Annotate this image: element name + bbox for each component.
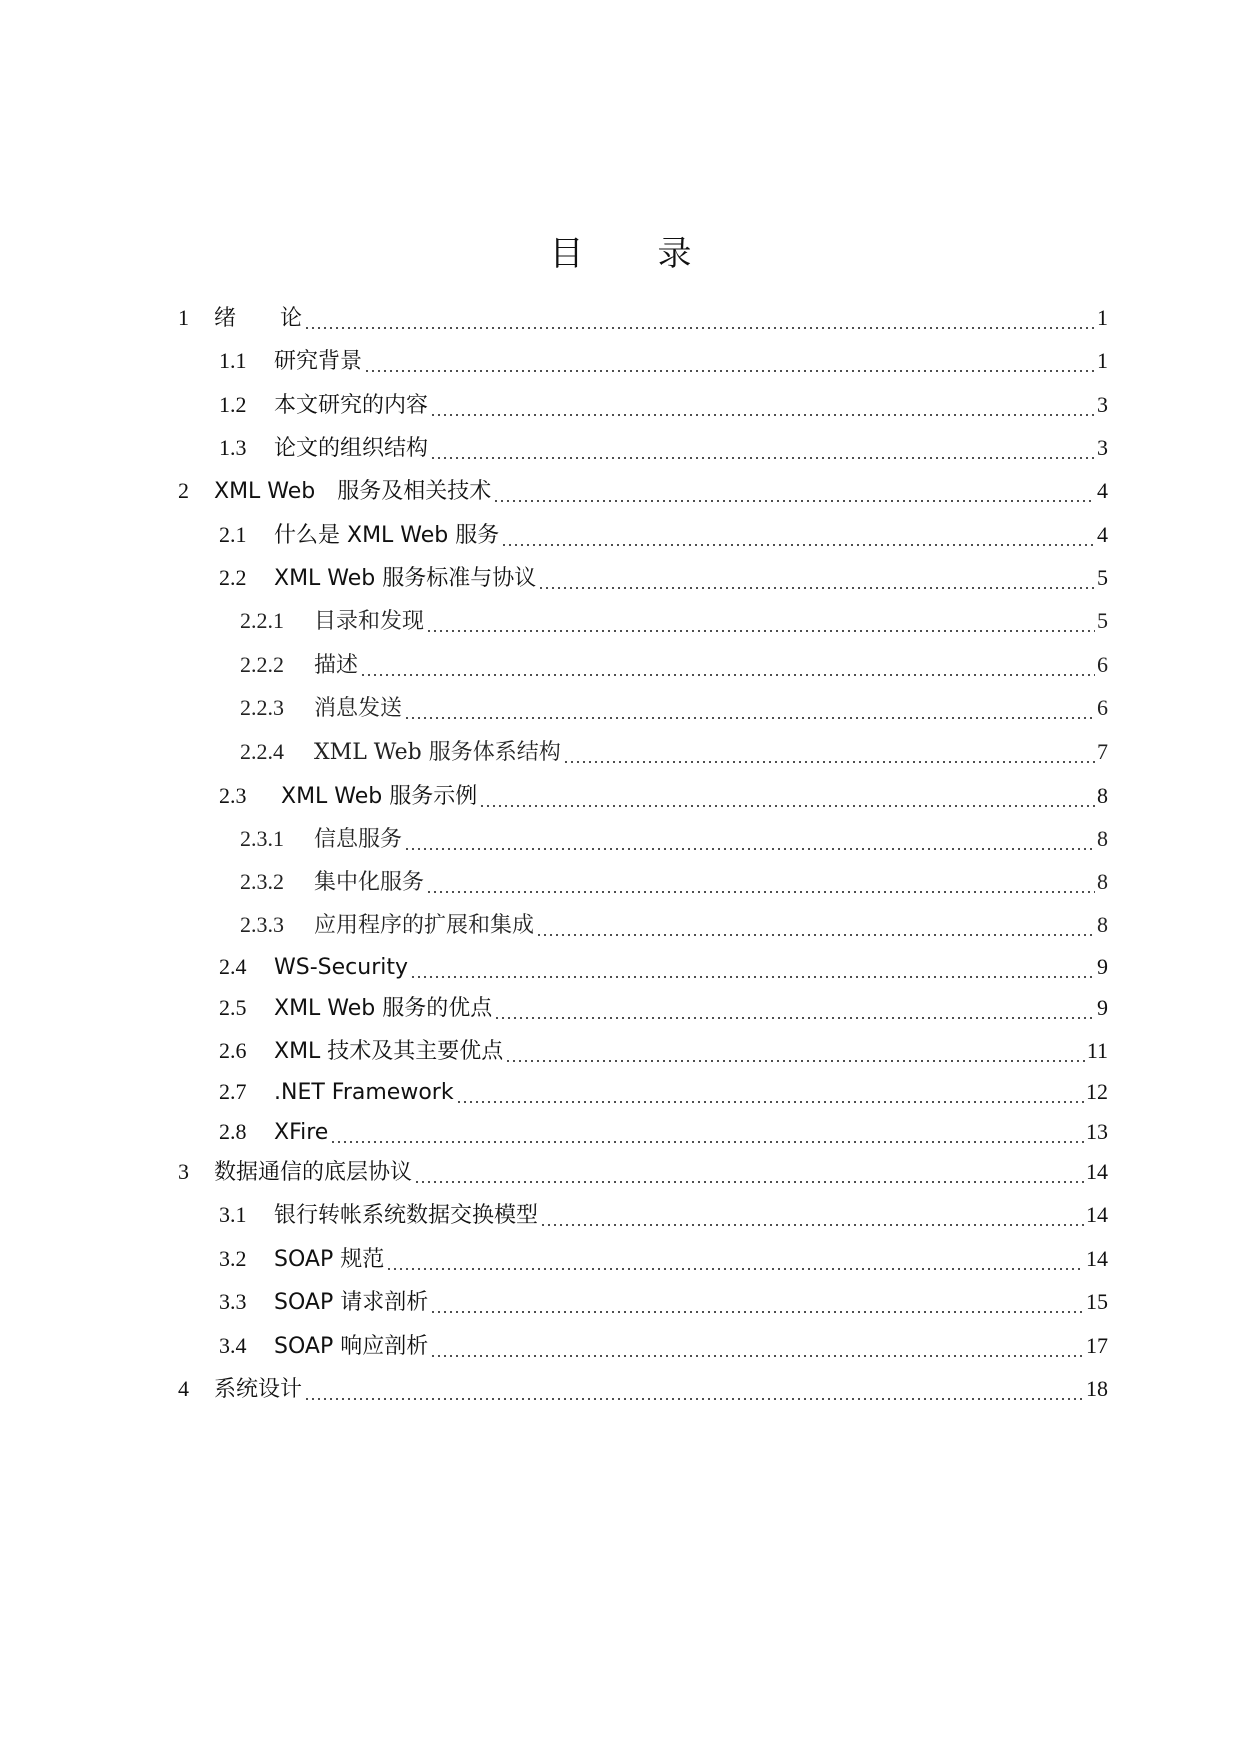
toc-entry-title: 研究背景 (274, 349, 363, 374)
dot-leader (540, 1224, 1084, 1226)
dot-leader (494, 1017, 1095, 1019)
toc-entry-number: 2.2.4 (240, 739, 284, 764)
dot-leader (536, 934, 1095, 936)
toc-entry[interactable] (178, 1157, 1108, 1187)
toc-entry[interactable] (219, 1200, 1108, 1230)
dot-leader (479, 805, 1095, 807)
page-title: 目 录 (549, 234, 712, 274)
toc-entry-number: 2.8 (219, 1119, 247, 1144)
toc-entry[interactable] (219, 346, 1108, 376)
toc-entry-number: 2.3.2 (240, 869, 284, 894)
toc-entry-page-number: 3 (1097, 392, 1108, 417)
dot-leader (430, 1355, 1084, 1357)
toc-entry-title: .NET Framework (274, 1080, 454, 1105)
toc-entry-title: XML Web 服务体系结构 (314, 740, 561, 765)
dot-leader (493, 500, 1095, 502)
toc-entry-number: 2.6 (219, 1038, 247, 1063)
dot-leader (426, 630, 1095, 632)
dot-leader (304, 327, 1095, 329)
toc-entry-page-number: 5 (1097, 565, 1108, 590)
toc-entry[interactable] (219, 390, 1108, 420)
dot-leader (360, 674, 1095, 676)
toc-entry-page-number: 6 (1097, 695, 1108, 720)
toc-entry[interactable] (219, 1331, 1108, 1361)
toc-entry-page-number: 8 (1097, 912, 1108, 937)
toc-entry-page-number: 18 (1086, 1376, 1108, 1401)
toc-entry-number: 2.5 (219, 995, 247, 1020)
toc-entry-page-number: 6 (1097, 652, 1108, 677)
toc-entry[interactable] (240, 867, 1108, 897)
toc-entry-title: 应用程序的扩展和集成 (314, 913, 535, 938)
dot-leader (456, 1101, 1084, 1103)
toc-entry-title: 本文研究的内容 (274, 393, 429, 418)
toc-entry-page-number: 12 (1086, 1079, 1108, 1104)
toc-entry-number: 2.1 (219, 522, 247, 547)
toc-entry[interactable] (240, 606, 1108, 636)
toc-entry-title: 什么是 XML Web 服务 (274, 523, 500, 548)
toc-entry-title: XML Web 服务标准与协议 (274, 566, 537, 591)
toc-entry-title: 集中化服务 (314, 870, 425, 895)
toc-entry[interactable] (219, 433, 1108, 463)
toc-entry-number: 2.3.1 (240, 826, 284, 851)
toc-entry-number: 2 (178, 478, 189, 503)
toc-entry-number: 2.2.1 (240, 608, 284, 633)
toc-entry-number: 3 (178, 1159, 189, 1184)
toc-entry[interactable] (240, 693, 1108, 723)
toc-entry-page-number: 1 (1097, 348, 1108, 373)
dot-leader (304, 1398, 1084, 1400)
toc-entry-title: 描述 (314, 653, 359, 678)
toc-entry-page-number: 9 (1097, 995, 1108, 1020)
toc-entry[interactable] (240, 737, 1108, 767)
toc-entry-title: 论文的组织结构 (274, 436, 429, 461)
toc-entry-title: 消息发送 (314, 696, 403, 721)
dot-leader (410, 976, 1095, 978)
toc-entry-page-number: 11 (1086, 1038, 1108, 1063)
dot-leader (386, 1268, 1084, 1270)
toc-entry[interactable] (240, 824, 1108, 854)
toc-entry-title: 目录和发现 (314, 609, 425, 634)
dot-leader (430, 457, 1095, 459)
toc-entry-number: 1.1 (219, 348, 247, 373)
toc-entry-number: 3.1 (219, 1202, 247, 1227)
toc-entry-number: 4 (178, 1376, 189, 1401)
toc-entry-page-number: 8 (1097, 869, 1108, 894)
toc-entry[interactable] (219, 1077, 1108, 1107)
toc-entry[interactable] (178, 476, 1108, 506)
toc-entry-number: 1.2 (219, 392, 247, 417)
dot-leader (364, 370, 1095, 372)
toc-entry-title: XML 技术及其主要优点 (274, 1039, 504, 1064)
toc-entry[interactable] (178, 303, 1108, 333)
dot-leader (505, 1060, 1085, 1062)
toc-entry[interactable] (219, 1244, 1108, 1274)
toc-entry[interactable] (219, 993, 1108, 1023)
dot-leader (501, 544, 1095, 546)
toc-entry-number: 2.3.3 (240, 912, 284, 937)
toc-entry-page-number: 4 (1097, 478, 1108, 503)
toc-entry[interactable] (178, 1374, 1108, 1404)
dot-leader (563, 761, 1095, 763)
toc-entry-title: 系统设计 (214, 1377, 303, 1402)
toc-entry-page-number: 14 (1086, 1202, 1108, 1227)
dot-leader (430, 1311, 1084, 1313)
toc-entry-page-number: 13 (1086, 1119, 1108, 1144)
dot-leader (404, 848, 1095, 850)
toc-entry[interactable] (240, 650, 1108, 680)
toc-entry-page-number: 15 (1086, 1289, 1108, 1314)
toc-entry-title: XML Web 服务及相关技术 (214, 479, 492, 504)
toc-entry-number: 1 (178, 305, 189, 330)
toc-entry-title: WS-Security (274, 955, 408, 980)
toc-entry-title: XFire (274, 1120, 329, 1145)
toc-entry-number: 3.3 (219, 1289, 247, 1314)
toc-entry-page-number: 14 (1086, 1246, 1108, 1271)
dot-leader (430, 414, 1095, 416)
toc-entry-title: 绪 论 (214, 306, 303, 331)
toc-entry[interactable] (219, 781, 1108, 811)
toc-entry[interactable] (219, 1036, 1108, 1066)
dot-leader (330, 1141, 1084, 1143)
toc-entry-title: XML Web 服务的优点 (274, 996, 493, 1021)
dot-leader (538, 587, 1095, 589)
toc-entry-page-number: 8 (1097, 826, 1108, 851)
toc-entry-number: 2.2.2 (240, 652, 284, 677)
dot-leader (414, 1181, 1084, 1183)
toc-entry-title: 银行转帐系统数据交换模型 (274, 1203, 539, 1228)
toc-entry-title: SOAP 响应剖析 (274, 1334, 429, 1359)
dot-leader (426, 891, 1095, 893)
toc-entry-page-number: 8 (1097, 783, 1108, 808)
toc-entry-title: 信息服务 (314, 827, 403, 852)
toc-entry-number: 2.7 (219, 1079, 247, 1104)
toc-entry-page-number: 7 (1097, 739, 1108, 764)
toc-entry[interactable] (219, 952, 1108, 982)
toc-entry-page-number: 3 (1097, 435, 1108, 460)
toc-entry-number: 2.2 (219, 565, 247, 590)
toc-entry-number: 1.3 (219, 435, 247, 460)
toc-entry-title: SOAP 规范 (274, 1247, 385, 1272)
toc-entry-title: XML Web 服务示例 (274, 784, 478, 809)
toc-entry-number: 2.3 (219, 783, 247, 808)
toc-entry[interactable] (219, 1117, 1108, 1147)
toc-entry[interactable] (219, 563, 1108, 593)
toc-entry[interactable] (240, 910, 1108, 940)
dot-leader (404, 717, 1095, 719)
toc-entry-page-number: 5 (1097, 608, 1108, 633)
toc-entry-title: SOAP 请求剖析 (274, 1290, 429, 1315)
toc-entry-page-number: 17 (1086, 1333, 1108, 1358)
toc-entry-title: 数据通信的底层协议 (214, 1160, 413, 1185)
toc-entry[interactable] (219, 1287, 1108, 1317)
toc-entry-page-number: 9 (1097, 954, 1108, 979)
toc-entry-number: 3.2 (219, 1246, 247, 1271)
toc-entry-number: 2.2.3 (240, 695, 284, 720)
toc-entry-number: 2.4 (219, 954, 247, 979)
toc-entry-page-number: 1 (1097, 305, 1108, 330)
toc-entry[interactable] (219, 520, 1108, 550)
toc-entry-page-number: 14 (1086, 1159, 1108, 1184)
toc-entry-page-number: 4 (1097, 522, 1108, 547)
toc-entry-number: 3.4 (219, 1333, 247, 1358)
